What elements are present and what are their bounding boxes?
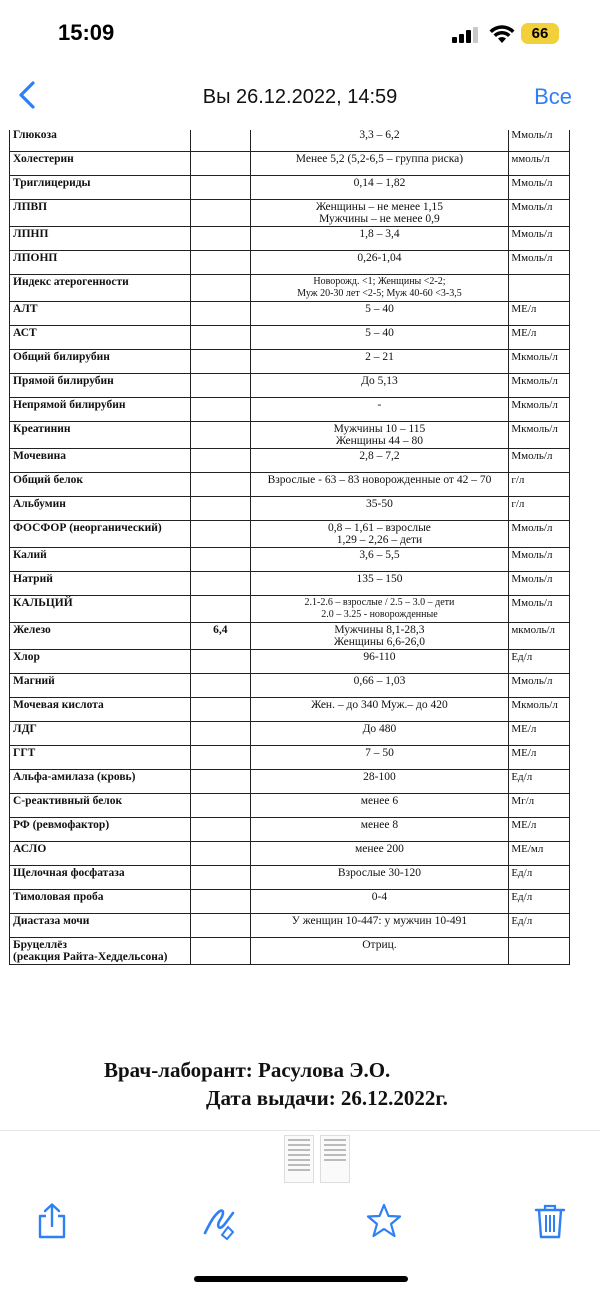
test-result — [190, 842, 250, 866]
table-row — [10, 623, 570, 650]
test-name: Глюкоза — [10, 130, 191, 152]
test-result — [190, 200, 250, 227]
test-result — [190, 722, 250, 746]
reference-range — [250, 623, 509, 650]
test-result — [190, 473, 250, 497]
test-name: Общий билирубин — [10, 350, 191, 374]
test-result — [190, 770, 250, 794]
table-row — [10, 275, 570, 302]
unit: Ед/л — [509, 890, 570, 914]
bottom-toolbar — [0, 1195, 600, 1255]
reference-range — [250, 650, 509, 674]
test-name: Индекс атерогенности — [10, 275, 191, 302]
test-result — [190, 374, 250, 398]
unit: Ммоль/л — [509, 227, 570, 251]
unit: Мкмоль/л — [509, 398, 570, 422]
test-result — [190, 152, 250, 176]
issue-date-line: Дата выдачи: 26.12.2022г. — [206, 1086, 448, 1110]
unit: ммоль/л — [509, 152, 570, 176]
test-result — [190, 794, 250, 818]
lab-results-table — [9, 130, 570, 965]
reference-range — [250, 842, 509, 866]
reference-range-line: менее 200 — [355, 843, 404, 855]
table-row — [10, 938, 570, 965]
test-name: Мочевина — [10, 449, 191, 473]
reference-range — [250, 890, 509, 914]
table-row — [10, 200, 570, 227]
reference-range — [250, 275, 509, 302]
trash-icon[interactable] — [530, 1201, 570, 1241]
reference-range-line: До 5,13 — [361, 375, 398, 387]
test-result — [190, 521, 250, 548]
nav-bar — [0, 62, 600, 130]
unit — [509, 938, 570, 965]
reference-range — [250, 227, 509, 251]
unit: Мкмоль/л — [509, 698, 570, 722]
test-result — [190, 938, 250, 965]
reference-range-line: Взрослые - 63 – 83 новорожденные от 42 – 70 — [267, 474, 492, 486]
test-name: Натрий — [10, 572, 191, 596]
reference-range-line: Муж 20-30 лет <2-5; Муж 40-60 <3-3,5 — [297, 288, 462, 299]
test-result — [190, 398, 250, 422]
table-row — [10, 794, 570, 818]
reference-range — [250, 722, 509, 746]
reference-range — [250, 572, 509, 596]
test-name: Непрямой билирубин — [10, 398, 191, 422]
test-result — [190, 596, 250, 623]
reference-range-line: менее 8 — [360, 819, 399, 831]
unit: МЕ/л — [509, 302, 570, 326]
reference-range-line: 3,6 – 5,5 — [359, 549, 400, 561]
table-row — [10, 596, 570, 623]
reference-range — [250, 398, 509, 422]
test-name: Диастаза мочи — [10, 914, 191, 938]
unit: Ед/л — [509, 866, 570, 890]
test-result — [190, 350, 250, 374]
table-row — [10, 674, 570, 698]
unit: МЕ/л — [509, 746, 570, 770]
reference-range — [250, 251, 509, 275]
unit: Ммоль/л — [509, 176, 570, 200]
reference-range — [250, 473, 509, 497]
unit: Мкмоль/л — [509, 422, 570, 449]
reference-range-line: 2.0 – 3.25 - новорожденные — [321, 609, 438, 620]
reference-range — [250, 521, 509, 548]
test-result — [190, 572, 250, 596]
reference-range-line: Менее 5,2 (5,2-6,5 – группа риска) — [295, 153, 464, 165]
reference-range — [250, 326, 509, 350]
reference-range-line: 3,3 – 6,2 — [359, 130, 400, 141]
reference-range-line: 1,8 – 3,4 — [359, 228, 400, 240]
reference-range-line: Новорожд. <1; Женщины <2-2; — [313, 276, 446, 287]
test-name: Альбумин — [10, 497, 191, 521]
unit: МЕ/мл — [509, 842, 570, 866]
table-row — [10, 326, 570, 350]
reference-range-line: 7 – 50 — [365, 747, 394, 759]
reference-range-line: 2,8 – 7,2 — [359, 450, 400, 462]
test-result — [190, 818, 250, 842]
reference-range — [250, 746, 509, 770]
reference-range-line: Женщины 6,6-26,0 — [333, 636, 425, 648]
table-row — [10, 572, 570, 596]
test-name: Мочевая кислота — [10, 698, 191, 722]
unit: Ммоль/л — [509, 572, 570, 596]
unit: мкмоль/л — [509, 623, 570, 650]
reference-range-line: Женщины – не менее 1,15 — [315, 201, 444, 213]
table-row — [10, 890, 570, 914]
test-result — [190, 176, 250, 200]
test-name: Щелочная фосфатаза — [10, 866, 191, 890]
test-result — [190, 130, 250, 152]
test-name: РФ (ревмофактор) — [10, 818, 191, 842]
table-row — [10, 251, 570, 275]
home-indicator[interactable] — [194, 1276, 408, 1282]
status-time: 15:09 — [58, 20, 115, 45]
table-row — [10, 521, 570, 548]
table-row — [10, 176, 570, 200]
test-name: Калий — [10, 548, 191, 572]
test-result — [190, 449, 250, 473]
reference-range-line: 28-100 — [363, 771, 396, 783]
reference-range-line: менее 6 — [360, 795, 399, 807]
table-row — [10, 350, 570, 374]
test-name: АСТ — [10, 326, 191, 350]
test-name: АЛТ — [10, 302, 191, 326]
test-result — [190, 326, 250, 350]
reference-range-line: 1,29 – 2,26 – дети — [336, 534, 423, 546]
reference-range — [250, 350, 509, 374]
reference-range — [250, 674, 509, 698]
unit: МЕ/л — [509, 722, 570, 746]
table-row — [10, 449, 570, 473]
test-result — [190, 422, 250, 449]
table-row — [10, 842, 570, 866]
reference-range — [250, 130, 509, 152]
unit: Ммоль/л — [509, 449, 570, 473]
reference-range-line: 96-110 — [363, 651, 396, 663]
test-result — [190, 914, 250, 938]
table-row — [10, 914, 570, 938]
unit: Ммоль/л — [509, 596, 570, 623]
reference-range — [250, 200, 509, 227]
table-row — [10, 497, 570, 521]
test-name: Прямой билирубин — [10, 374, 191, 398]
reference-range — [250, 818, 509, 842]
nav-title: Вы 26.12.2022, 14:59 — [202, 86, 398, 108]
reference-range — [250, 698, 509, 722]
all-photos-button[interactable]: Все — [534, 84, 572, 109]
test-name: Магний — [10, 674, 191, 698]
test-result — [190, 650, 250, 674]
reference-range — [250, 302, 509, 326]
doctor-signature-line: Врач-лаборант: Расулова Э.О. — [104, 1058, 391, 1082]
reference-range — [250, 914, 509, 938]
test-name: Тимоловая проба — [10, 890, 191, 914]
test-name: Железо — [10, 623, 191, 650]
reference-range-line: 0,14 – 1,82 — [353, 177, 406, 189]
reference-range — [250, 548, 509, 572]
test-name: С-реактивный белок — [10, 794, 191, 818]
thumbnail-strip — [0, 1130, 600, 1191]
unit: МЕ/л — [509, 326, 570, 350]
unit: Мг/л — [509, 794, 570, 818]
unit: Ммоль/л — [509, 674, 570, 698]
reference-range-line: 5 – 40 — [365, 303, 394, 315]
test-name: Триглицериды — [10, 176, 191, 200]
test-result — [190, 674, 250, 698]
test-name: ГГТ — [10, 746, 191, 770]
table-row — [10, 473, 570, 497]
reference-range-line: До 480 — [362, 723, 397, 735]
test-result — [190, 497, 250, 521]
wifi-icon — [489, 24, 515, 44]
test-result — [190, 302, 250, 326]
reference-range-line: Женщины 44 – 80 — [335, 435, 424, 447]
unit: Ед/л — [509, 650, 570, 674]
test-name: ЛПОНП — [10, 251, 191, 275]
test-name: ФОСФОР (неорганический) — [10, 521, 191, 548]
table-row — [10, 422, 570, 449]
reference-range-line: Взрослые 30-120 — [337, 867, 422, 879]
table-row — [10, 722, 570, 746]
unit: Ммоль/л — [509, 251, 570, 275]
table-row — [10, 130, 570, 152]
status-bar — [0, 0, 600, 62]
reference-range — [250, 866, 509, 890]
table-row — [10, 374, 570, 398]
table-row — [10, 770, 570, 794]
table-row — [10, 227, 570, 251]
test-name: ЛПВП — [10, 200, 191, 227]
reference-range-line: 135 – 150 — [356, 573, 403, 585]
test-result — [190, 746, 250, 770]
markup-icon[interactable] — [200, 1201, 240, 1241]
test-name: КАЛЬЦИЙ — [10, 596, 191, 623]
unit: Ммоль/л — [509, 130, 570, 152]
unit: Ммоль/л — [509, 548, 570, 572]
reference-range — [250, 497, 509, 521]
test-result — [190, 251, 250, 275]
test-name: Холестерин — [10, 152, 191, 176]
table-row — [10, 152, 570, 176]
document-photo — [0, 130, 600, 1130]
test-name: АСЛО — [10, 842, 191, 866]
table-row — [10, 818, 570, 842]
reference-range — [250, 449, 509, 473]
unit: МЕ/л — [509, 818, 570, 842]
test-name: Бруцеллёз (реакция Райта-Хеддельсона) — [10, 938, 191, 965]
favorite-icon[interactable] — [364, 1201, 404, 1241]
test-result — [190, 275, 250, 302]
test-result: 6,4 — [190, 623, 250, 650]
test-result — [190, 548, 250, 572]
unit: г/л — [509, 473, 570, 497]
reference-range — [250, 176, 509, 200]
unit: Ед/л — [509, 914, 570, 938]
reference-range-line: Мужчины 10 – 115 — [333, 423, 426, 435]
reference-range — [250, 152, 509, 176]
table-row — [10, 650, 570, 674]
unit: Мкмоль/л — [509, 350, 570, 374]
reference-range-line: 35-50 — [366, 498, 393, 510]
battery-indicator: 66 — [521, 23, 559, 44]
unit: Ед/л — [509, 770, 570, 794]
photo-thumbnail-current[interactable] — [320, 1135, 350, 1183]
reference-range-line: 0-4 — [371, 891, 388, 903]
reference-range-line: - — [377, 399, 382, 411]
test-name: Хлор — [10, 650, 191, 674]
reference-range — [250, 794, 509, 818]
table-row — [10, 746, 570, 770]
test-result — [190, 890, 250, 914]
table-row — [10, 302, 570, 326]
share-icon[interactable] — [32, 1201, 72, 1241]
reference-range-line: Отриц. — [362, 939, 397, 951]
unit: г/л — [509, 497, 570, 521]
reference-range-line: 0,66 – 1,03 — [353, 675, 406, 687]
reference-range-line: Мужчины 8,1-28,3 — [334, 624, 425, 636]
test-result — [190, 227, 250, 251]
reference-range-line: Мужчины – не менее 0,9 — [319, 213, 440, 225]
reference-range — [250, 374, 509, 398]
unit: Мкмоль/л — [509, 374, 570, 398]
reference-range-line: 0,26-1,04 — [357, 252, 402, 264]
photo-thumbnail[interactable] — [284, 1135, 314, 1183]
reference-range-line: 2 – 21 — [365, 351, 394, 363]
reference-range — [250, 938, 509, 965]
test-result — [190, 866, 250, 890]
test-name: Общий белок — [10, 473, 191, 497]
test-name: ЛПНП — [10, 227, 191, 251]
table-row — [10, 548, 570, 572]
cellular-signal-icon — [452, 27, 480, 43]
reference-range-line: 0,8 – 1,61 – взрослые — [327, 522, 431, 534]
reference-range — [250, 770, 509, 794]
reference-range — [250, 596, 509, 623]
reference-range-line: 2.1-2.6 – взрослые / 2.5 – 3.0 – дети — [304, 597, 455, 608]
reference-range-line: Жен. – до 340 Муж.– до 420 — [311, 699, 448, 711]
unit — [509, 275, 570, 302]
table-row — [10, 698, 570, 722]
reference-range-line: У женщин 10-447: у мужчин 10-491 — [291, 915, 468, 927]
test-result — [190, 698, 250, 722]
test-name: ЛДГ — [10, 722, 191, 746]
table-row — [10, 866, 570, 890]
reference-range — [250, 422, 509, 449]
unit: Ммоль/л — [509, 200, 570, 227]
test-name: Альфа-амилаза (кровь) — [10, 770, 191, 794]
table-row — [10, 398, 570, 422]
reference-range-line: 5 – 40 — [365, 327, 394, 339]
unit: Ммоль/л — [509, 521, 570, 548]
test-name: Креатинин — [10, 422, 191, 449]
